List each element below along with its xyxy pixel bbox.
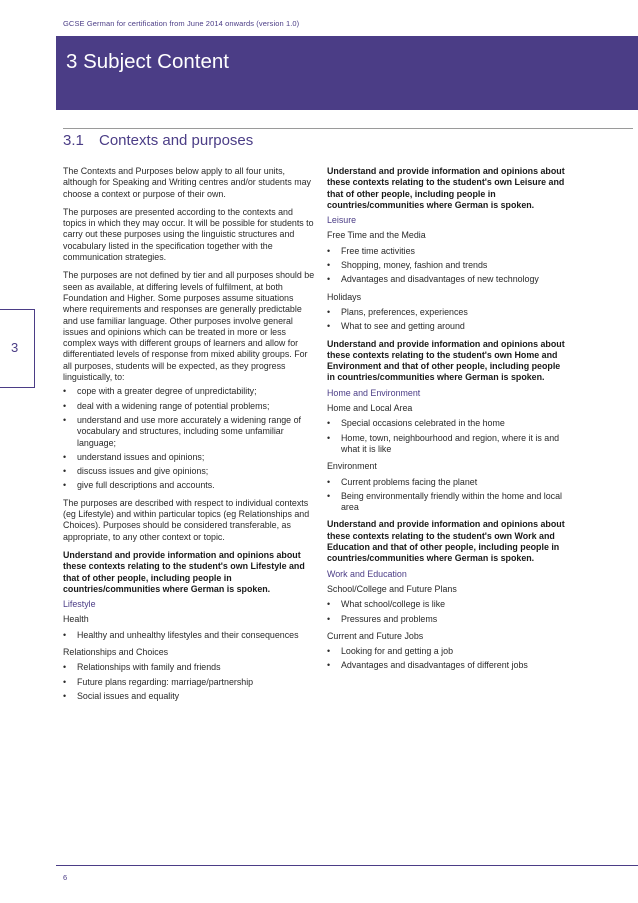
page-number: 6: [63, 873, 68, 882]
list-item-text: Current problems facing the planet: [341, 476, 478, 487]
list-item: • give full descriptions and accounts.: [63, 480, 215, 491]
list-item: • Home, town, neighbourhood and region, where it is and what it is like: [327, 432, 560, 454]
list-item: • Plans, preferences, experiences: [327, 306, 468, 317]
list-item: • Social issues and equality: [63, 690, 180, 701]
list-item-text: Advantages and disadvantages of new technology: [341, 274, 539, 285]
section-number: 3.1: [63, 132, 84, 149]
topic-heading: Holidays: [327, 291, 362, 302]
list-item: • Relationships with family and friends: [63, 662, 221, 673]
bullet-list: [63, 662, 315, 702]
paragraph: The purposes are not defined by tier and all purposes should be seen as available, at differing levels of fulfilment, at both Foundation and Higher. Some purposes assume situations where requirements and responses are generally predictable and use familiar language. Other purposes involve general issues and opinions which can be treated in more or less complex ways with different groups of learners and allow for differentiated levels of response from mixed ability groups. For all purposes, students will be expected, as they progress linguistically, to:: [63, 270, 315, 383]
section-heading: [63, 132, 253, 149]
section-divider: [63, 128, 633, 129]
context-heading: Leisure: [327, 215, 357, 226]
left-column: [63, 166, 315, 708]
list-item-text: Looking for and getting a job: [341, 646, 454, 657]
list-item: • What to see and getting around: [327, 321, 465, 332]
topic-heading: Health: [63, 614, 89, 625]
list-item: • discuss issues and give opinions;: [63, 466, 209, 477]
list-item-text: Home, town, neighbourhood and region, where it is and what it is like: [341, 432, 560, 454]
list-item: • What school/college is like: [327, 599, 446, 610]
bold-statement: Understand and provide information and opinions about these contexts relating to the student's own Lifestyle and that of other people, including people in countries/communities where German is spoken.: [63, 549, 305, 594]
list-item-text: Healthy and unhealthy lifestyles and their consequences: [77, 629, 299, 640]
list-item-text: Free time activities: [341, 245, 415, 256]
list-item: • Pressures and problems: [327, 613, 438, 624]
context-heading: Lifestyle: [63, 599, 96, 610]
chapter-title: 3 Subject Content: [66, 50, 229, 73]
list-item-text: cope with a greater degree of unpredictability;: [77, 386, 257, 397]
list-item-text: Plans, preferences, experiences: [341, 306, 468, 317]
bullet-list: [63, 386, 315, 491]
list-item: • understand and use more accurately a widening range of vocabulary and structures, including some unfamiliar language;: [63, 414, 301, 448]
footer-divider: [56, 865, 638, 866]
list-item-text: Special occasions celebrated in the home: [341, 418, 505, 429]
bold-statement: Understand and provide information and opinions about these contexts relating to the student's own Leisure and that of other people, including people in countries/communities where German is spoken.: [327, 166, 565, 210]
side-tab-label: 3: [11, 340, 19, 355]
bullet-list: [327, 418, 567, 455]
list-item-text: understand issues and opinions;: [77, 451, 205, 462]
bullet-list: [327, 307, 567, 333]
list-item-text: discuss issues and give opinions;: [77, 466, 209, 477]
bullet-list: [63, 630, 315, 641]
list-item-text: Social issues and equality: [77, 690, 180, 701]
list-item: • Looking for and getting a job: [327, 646, 454, 657]
bullet-list: [327, 599, 567, 625]
bold-statement: Understand and provide information and opinions about these contexts relating to the student's own Work and Education and that of other people, including people in countries/communities where German is spoken.: [327, 519, 565, 564]
section-title: Contexts and purposes: [99, 132, 254, 149]
topic-heading: Current and Future Jobs: [327, 630, 424, 641]
list-item: • Free time activities: [327, 245, 415, 256]
list-item-text: What to see and getting around: [341, 321, 465, 332]
list-item: • Special occasions celebrated in the home: [327, 418, 505, 429]
list-item: • Healthy and unhealthy lifestyles and their consequences: [63, 629, 299, 640]
list-item: • understand issues and opinions;: [63, 451, 205, 462]
paragraph: The Contexts and Purposes below apply to all four units, although for Speaking and Writing centres and/or students may choose a context or purpose of their own.: [63, 166, 311, 199]
list-item-text: deal with a widening range of potential problems;: [77, 400, 270, 411]
bullet-list: [327, 246, 567, 286]
paragraph: The purposes are described with respect to individual contexts (eg Lifestyle) and within particular topics (eg Relationships and Choices). Purposes should be considered transferable, as appropriate, to any other context or topic.: [63, 497, 310, 542]
list-item-text: Shopping, money, fashion and trends: [341, 260, 488, 271]
list-item: • Future plans regarding: marriage/partnership: [63, 676, 254, 687]
bullet-list: [327, 646, 567, 672]
list-item: • Advantages and disadvantages of new technology: [327, 274, 539, 285]
topic-heading: Environment: [327, 461, 377, 472]
list-item: • cope with a greater degree of unpredictability;: [63, 386, 257, 397]
running-header: GCSE German for certification from June 2014 onwards (version 1.0): [63, 19, 300, 28]
list-item: • Current problems facing the planet: [327, 476, 478, 487]
list-item-text: Pressures and problems: [341, 613, 438, 624]
topic-heading: Relationships and Choices: [63, 646, 169, 657]
list-item-text: Advantages and disadvantages of different jobs: [341, 660, 528, 671]
context-heading: Work and Education: [327, 568, 407, 579]
chapter-banner: [56, 36, 638, 110]
topic-heading: Free Time and the Media: [327, 230, 426, 241]
list-item-text: understand and use more accurately a widening range of vocabulary and structures, including some unfamiliar language;: [77, 414, 301, 448]
list-item-text: Future plans regarding: marriage/partnership: [77, 676, 254, 687]
chapter-side-tab: [0, 309, 35, 388]
topic-heading: School/College and Future Plans: [327, 583, 457, 594]
list-item: • deal with a widening range of potential problems;: [63, 400, 270, 411]
list-item-text: give full descriptions and accounts.: [77, 480, 215, 491]
list-item: • Shopping, money, fashion and trends: [327, 260, 488, 271]
context-heading: Home and Environment: [327, 387, 421, 398]
list-item: • Advantages and disadvantages of different jobs: [327, 660, 528, 671]
list-item-text: What school/college is like: [341, 599, 446, 610]
topic-heading: Home and Local Area: [327, 403, 413, 414]
list-item-text: Being environmentally friendly within the home and local area: [341, 490, 563, 513]
bold-statement: Understand and provide information and opinions about these contexts relating to the student's own Home and Environment and that of other people, including people in countries/communities where German is spoken.: [327, 338, 565, 383]
list-item-text: Relationships with family and friends: [77, 662, 221, 673]
bullet-list: [327, 477, 567, 514]
list-item: • Being environmentally friendly within the home and local area: [327, 490, 563, 513]
paragraph: The purposes are presented according to the contexts and topics in which they may occur. It will be possible for students to carry out these purposes using the linguistic structures and vocabulary listed in the specification together with the communication strategies.: [63, 206, 314, 263]
right-column: [327, 166, 567, 678]
